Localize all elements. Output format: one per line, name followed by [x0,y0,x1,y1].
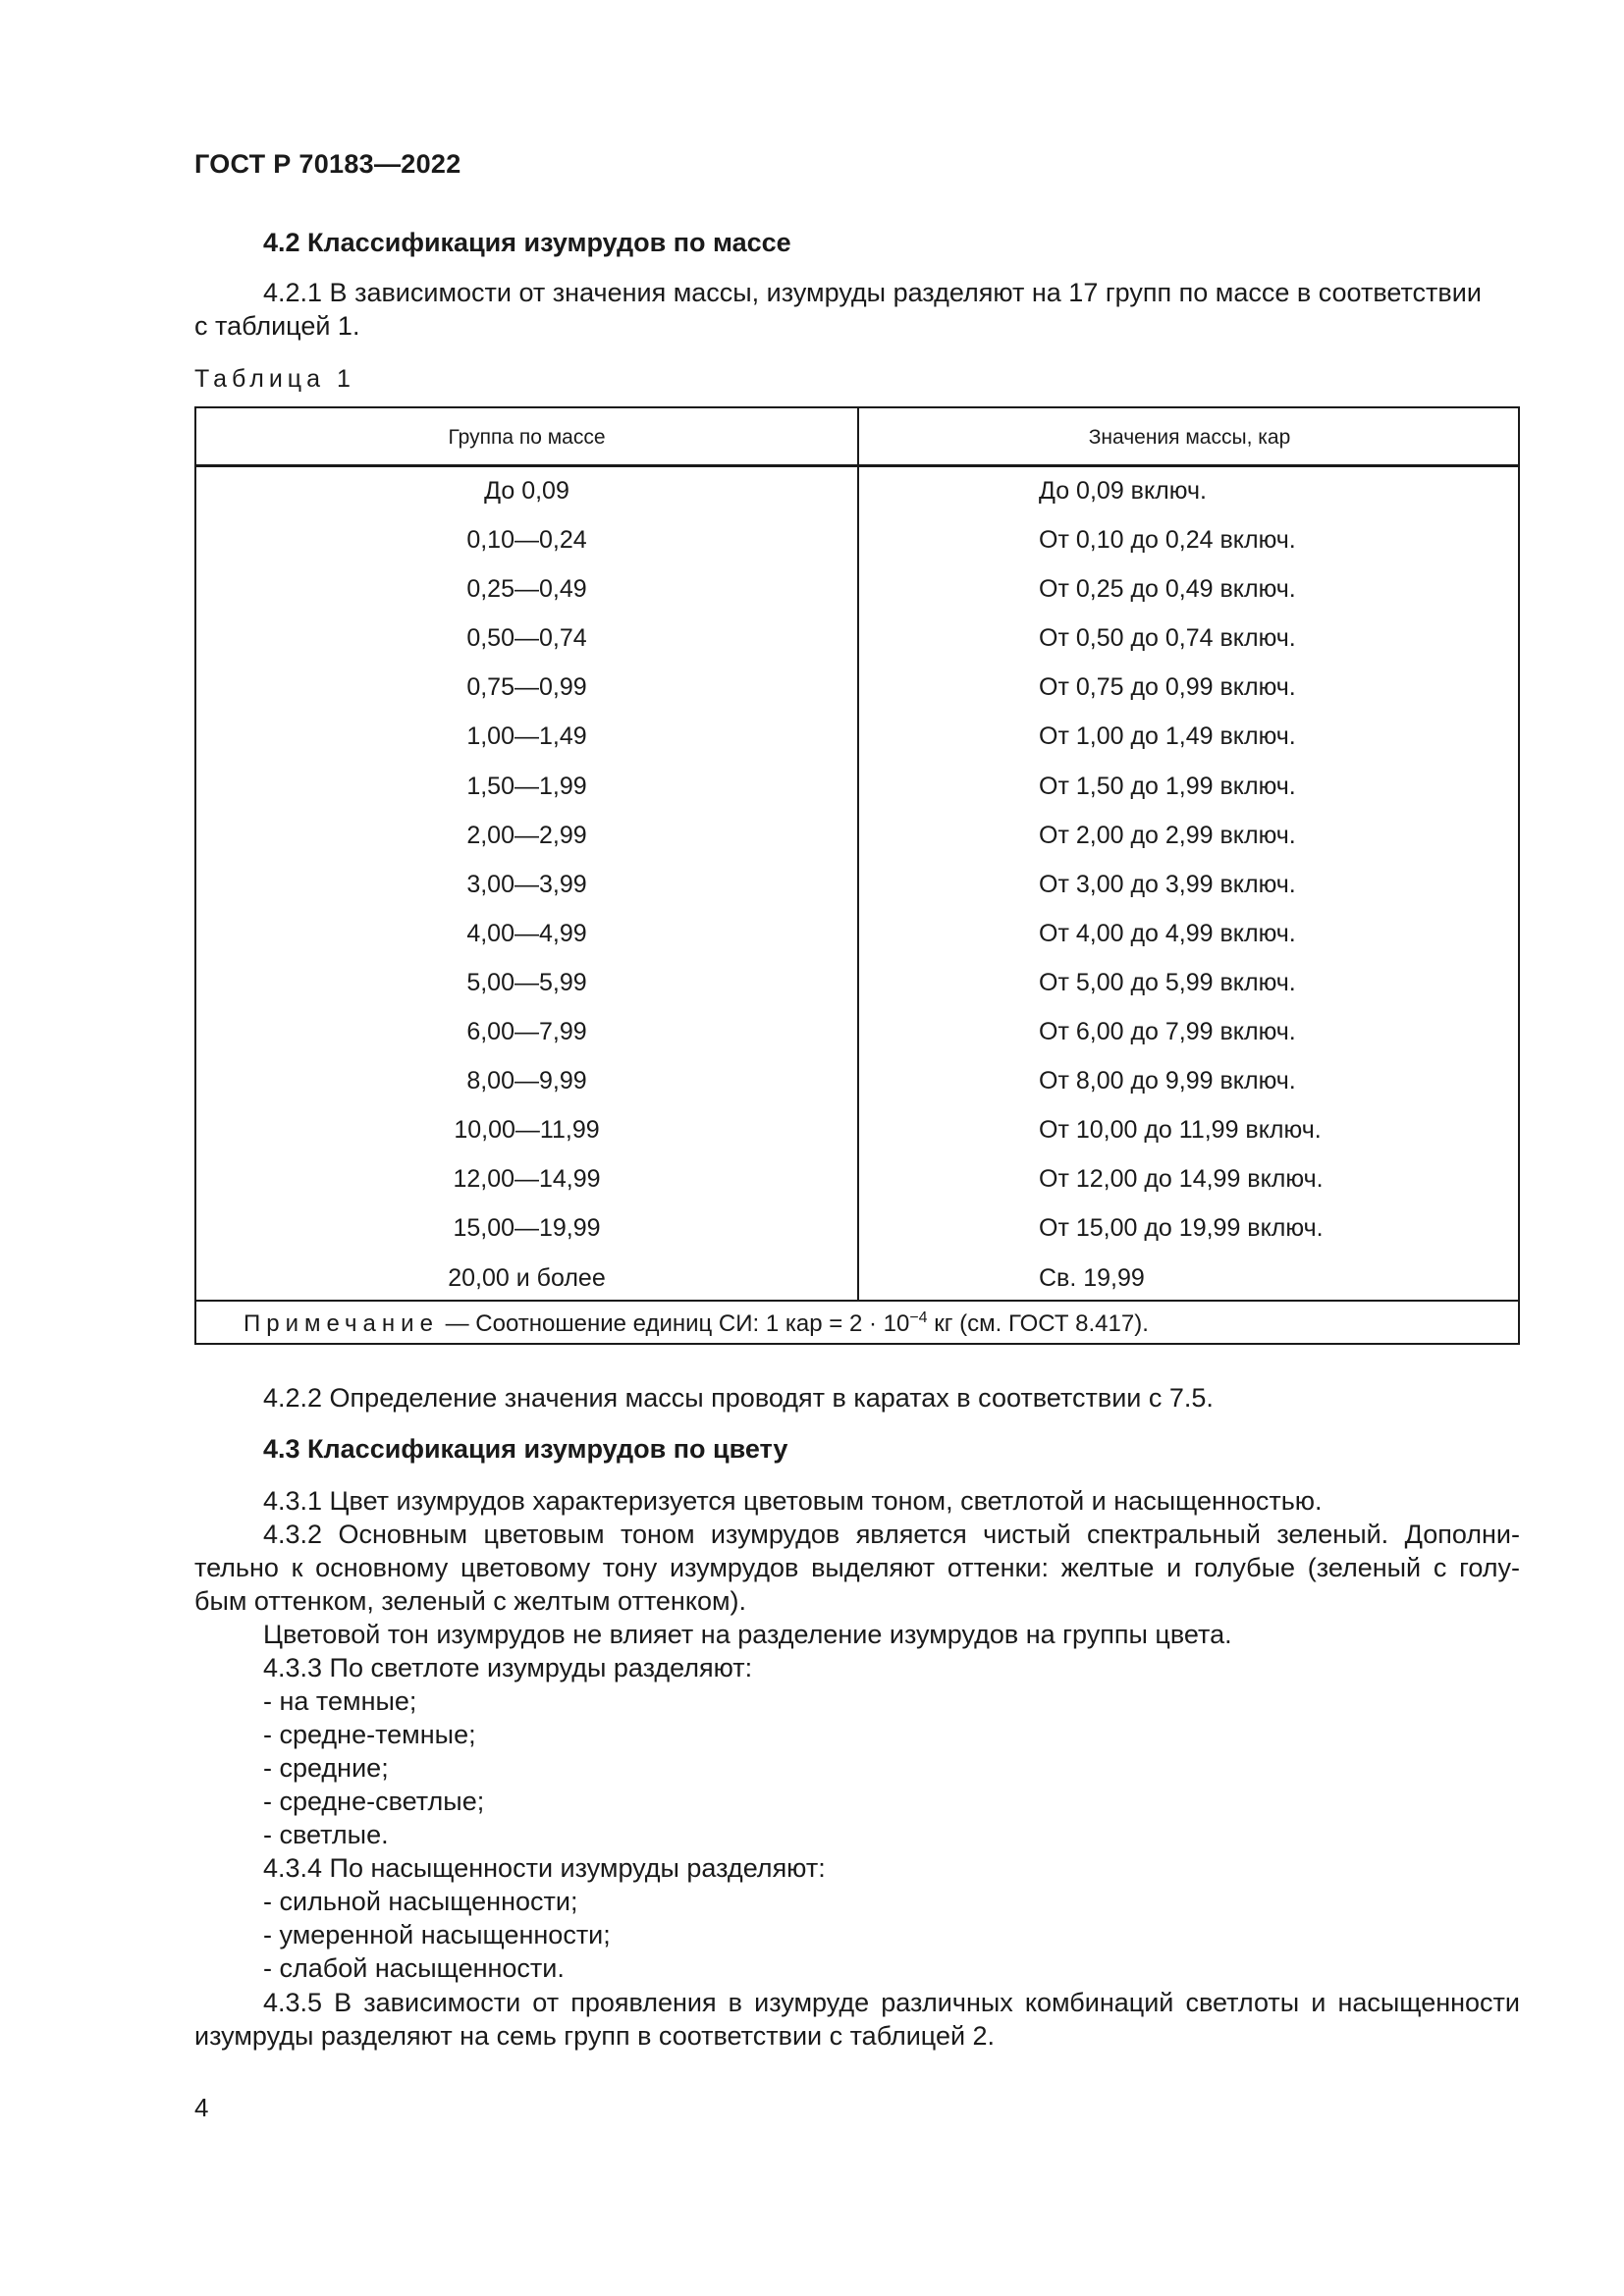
mass-group-cell: 3,00—3,99 [466,870,587,898]
para-4-2-2: 4.2.2 Определение значения массы проводят в каратах в соответствии с 7.5. [263,1383,1214,1413]
para-4-3-4: 4.3.4 По насыщенности изумруды разделяют: [263,1853,826,1883]
table-row [196,1159,1518,1208]
lightness-list [263,1684,484,1851]
mass-value-cell: От 0,75 до 0,99 включ. [1039,673,1296,702]
table-row [196,963,1518,1012]
table-row [196,569,1518,618]
table-row [196,471,1518,520]
mass-group-cell: 1,50—1,99 [466,772,587,800]
list-item: - слабой насыщенности. [263,1953,565,1983]
list-item: - умеренной насыщенности; [263,1920,611,1949]
para-4-3-5-line2: изумруды разделяют на семь групп в соответствии с таблицей 2. [194,2021,996,2051]
list-item: - средне-темные; [263,1720,476,1749]
note-label: Примечание [244,1310,439,1337]
mass-value-cell: От 12,00 до 14,99 включ. [1039,1165,1324,1194]
mass-value-cell: От 0,50 до 0,74 включ. [1039,624,1296,653]
para-4-3-2-line3: бым оттенком, зеленый с желтым оттенком). [194,1586,747,1616]
mass-group-cell: 0,25—0,49 [466,575,587,604]
table-row [196,717,1518,766]
mass-group-cell: 0,75—0,99 [466,673,587,702]
para-4-3-5-line1: 4.3.5 В зависимости от проявления в изумруде различных комбинаций светлоты и насыщенности [263,1988,1520,2017]
table-row [196,1061,1518,1110]
table-row [196,865,1518,914]
mass-group-cell: 20,00 и более [448,1263,606,1292]
para-tone: Цветовой тон изумрудов не влияет на разделение изумрудов на группы цвета. [263,1620,1232,1649]
table-row [196,914,1518,963]
mass-value-cell: От 15,00 до 19,99 включ. [1039,1214,1324,1243]
mass-group-cell: 8,00—9,99 [466,1067,587,1095]
list-item: - средне-светлые; [263,1787,485,1816]
mass-value-cell: От 4,00 до 4,99 включ. [1039,919,1296,947]
mass-value-cell: От 5,00 до 5,99 включ. [1039,968,1296,996]
mass-value-cell: От 0,25 до 0,49 включ. [1039,575,1296,604]
document-header: ГОСТ Р 70183—2022 [194,149,461,179]
table-row [196,1110,1518,1159]
list-item: - на темные; [263,1686,417,1716]
table-row [196,520,1518,569]
mass-group-cell: 1,00—1,49 [466,722,587,751]
note-exponent: −4 [909,1309,928,1326]
mass-value-cell: От 10,00 до 11,99 включ. [1039,1116,1322,1145]
table1-caption: Таблица 1 [194,365,355,393]
mass-group-cell: 10,00—11,99 [454,1116,600,1145]
list-item: - сильной насыщенности; [263,1887,578,1916]
para-4-2-1-line2: с таблицей 1. [194,311,360,341]
table1-body [196,471,1518,1308]
table1-header-col1: Группа по массе [448,426,606,449]
table-row [196,1012,1518,1061]
table-row [196,618,1518,667]
para-4-3-2-line1: 4.3.2 Основным цветовым тоном изумрудов является чистый спектральный зеленый. Дополни- [263,1520,1520,1549]
mass-group-cell: До 0,09 [484,477,569,505]
mass-group-cell: 2,00—2,99 [466,821,587,849]
mass-value-cell: От 1,00 до 1,49 включ. [1039,722,1296,751]
mass-value-cell: От 3,00 до 3,99 включ. [1039,870,1296,898]
table-row [196,667,1518,717]
mass-value-cell: До 0,09 включ. [1039,477,1207,505]
page-number: 4 [194,2093,209,2122]
table-row [196,816,1518,865]
list-item: - светлые. [263,1820,389,1849]
table1 [194,406,1520,1345]
table1-header-col2: Значения массы, кар [1088,426,1291,449]
mass-group-cell: 6,00—7,99 [466,1018,587,1046]
note-text-a: — Соотношение единиц СИ: 1 кар = 2 · 10 [438,1310,910,1337]
para-4-3-1: 4.3.1 Цвет изумрудов характеризуется цветовым тоном, светлотой и насыщенностью. [263,1486,1323,1516]
mass-value-cell: От 6,00 до 7,99 включ. [1039,1018,1296,1046]
mass-group-cell: 0,50—0,74 [466,624,587,653]
mass-value-cell: От 0,10 до 0,24 включ. [1039,526,1296,555]
table1-note [196,1300,1518,1345]
para-4-2-1-line1: 4.2.1 В зависимости от значения массы, изумруды разделяют на 17 групп по массе в соответствии [263,278,1482,307]
mass-value-cell: От 2,00 до 2,99 включ. [1039,821,1296,849]
mass-value-cell: От 8,00 до 9,99 включ. [1039,1067,1296,1095]
mass-group-cell: 15,00—19,99 [453,1214,601,1243]
list-item: - средние; [263,1753,389,1783]
note-text-b: кг (см. ГОСТ 8.417). [927,1310,1149,1337]
table-row [196,767,1518,816]
mass-group-cell: 0,10—0,24 [466,526,587,555]
table-row [196,1208,1518,1257]
mass-value-cell: Св. 19,99 [1039,1263,1145,1292]
mass-group-cell: 5,00—5,99 [466,968,587,996]
mass-group-cell: 12,00—14,99 [453,1165,601,1194]
mass-group-cell: 4,00—4,99 [466,919,587,947]
section-4-3-title: 4.3 Классификация изумрудов по цвету [263,1434,788,1464]
para-4-3-2-line2: тельно к основному цветовому тону изумрудов выделяют оттенки: желтые и голубые (зеленый с голу- [194,1553,1520,1582]
mass-value-cell: От 1,50 до 1,99 включ. [1039,772,1296,800]
section-4-2-title: 4.2 Классификация изумрудов по массе [263,228,791,257]
para-4-3-3: 4.3.3 По светлоте изумруды разделяют: [263,1653,753,1682]
saturation-list [263,1885,611,1985]
